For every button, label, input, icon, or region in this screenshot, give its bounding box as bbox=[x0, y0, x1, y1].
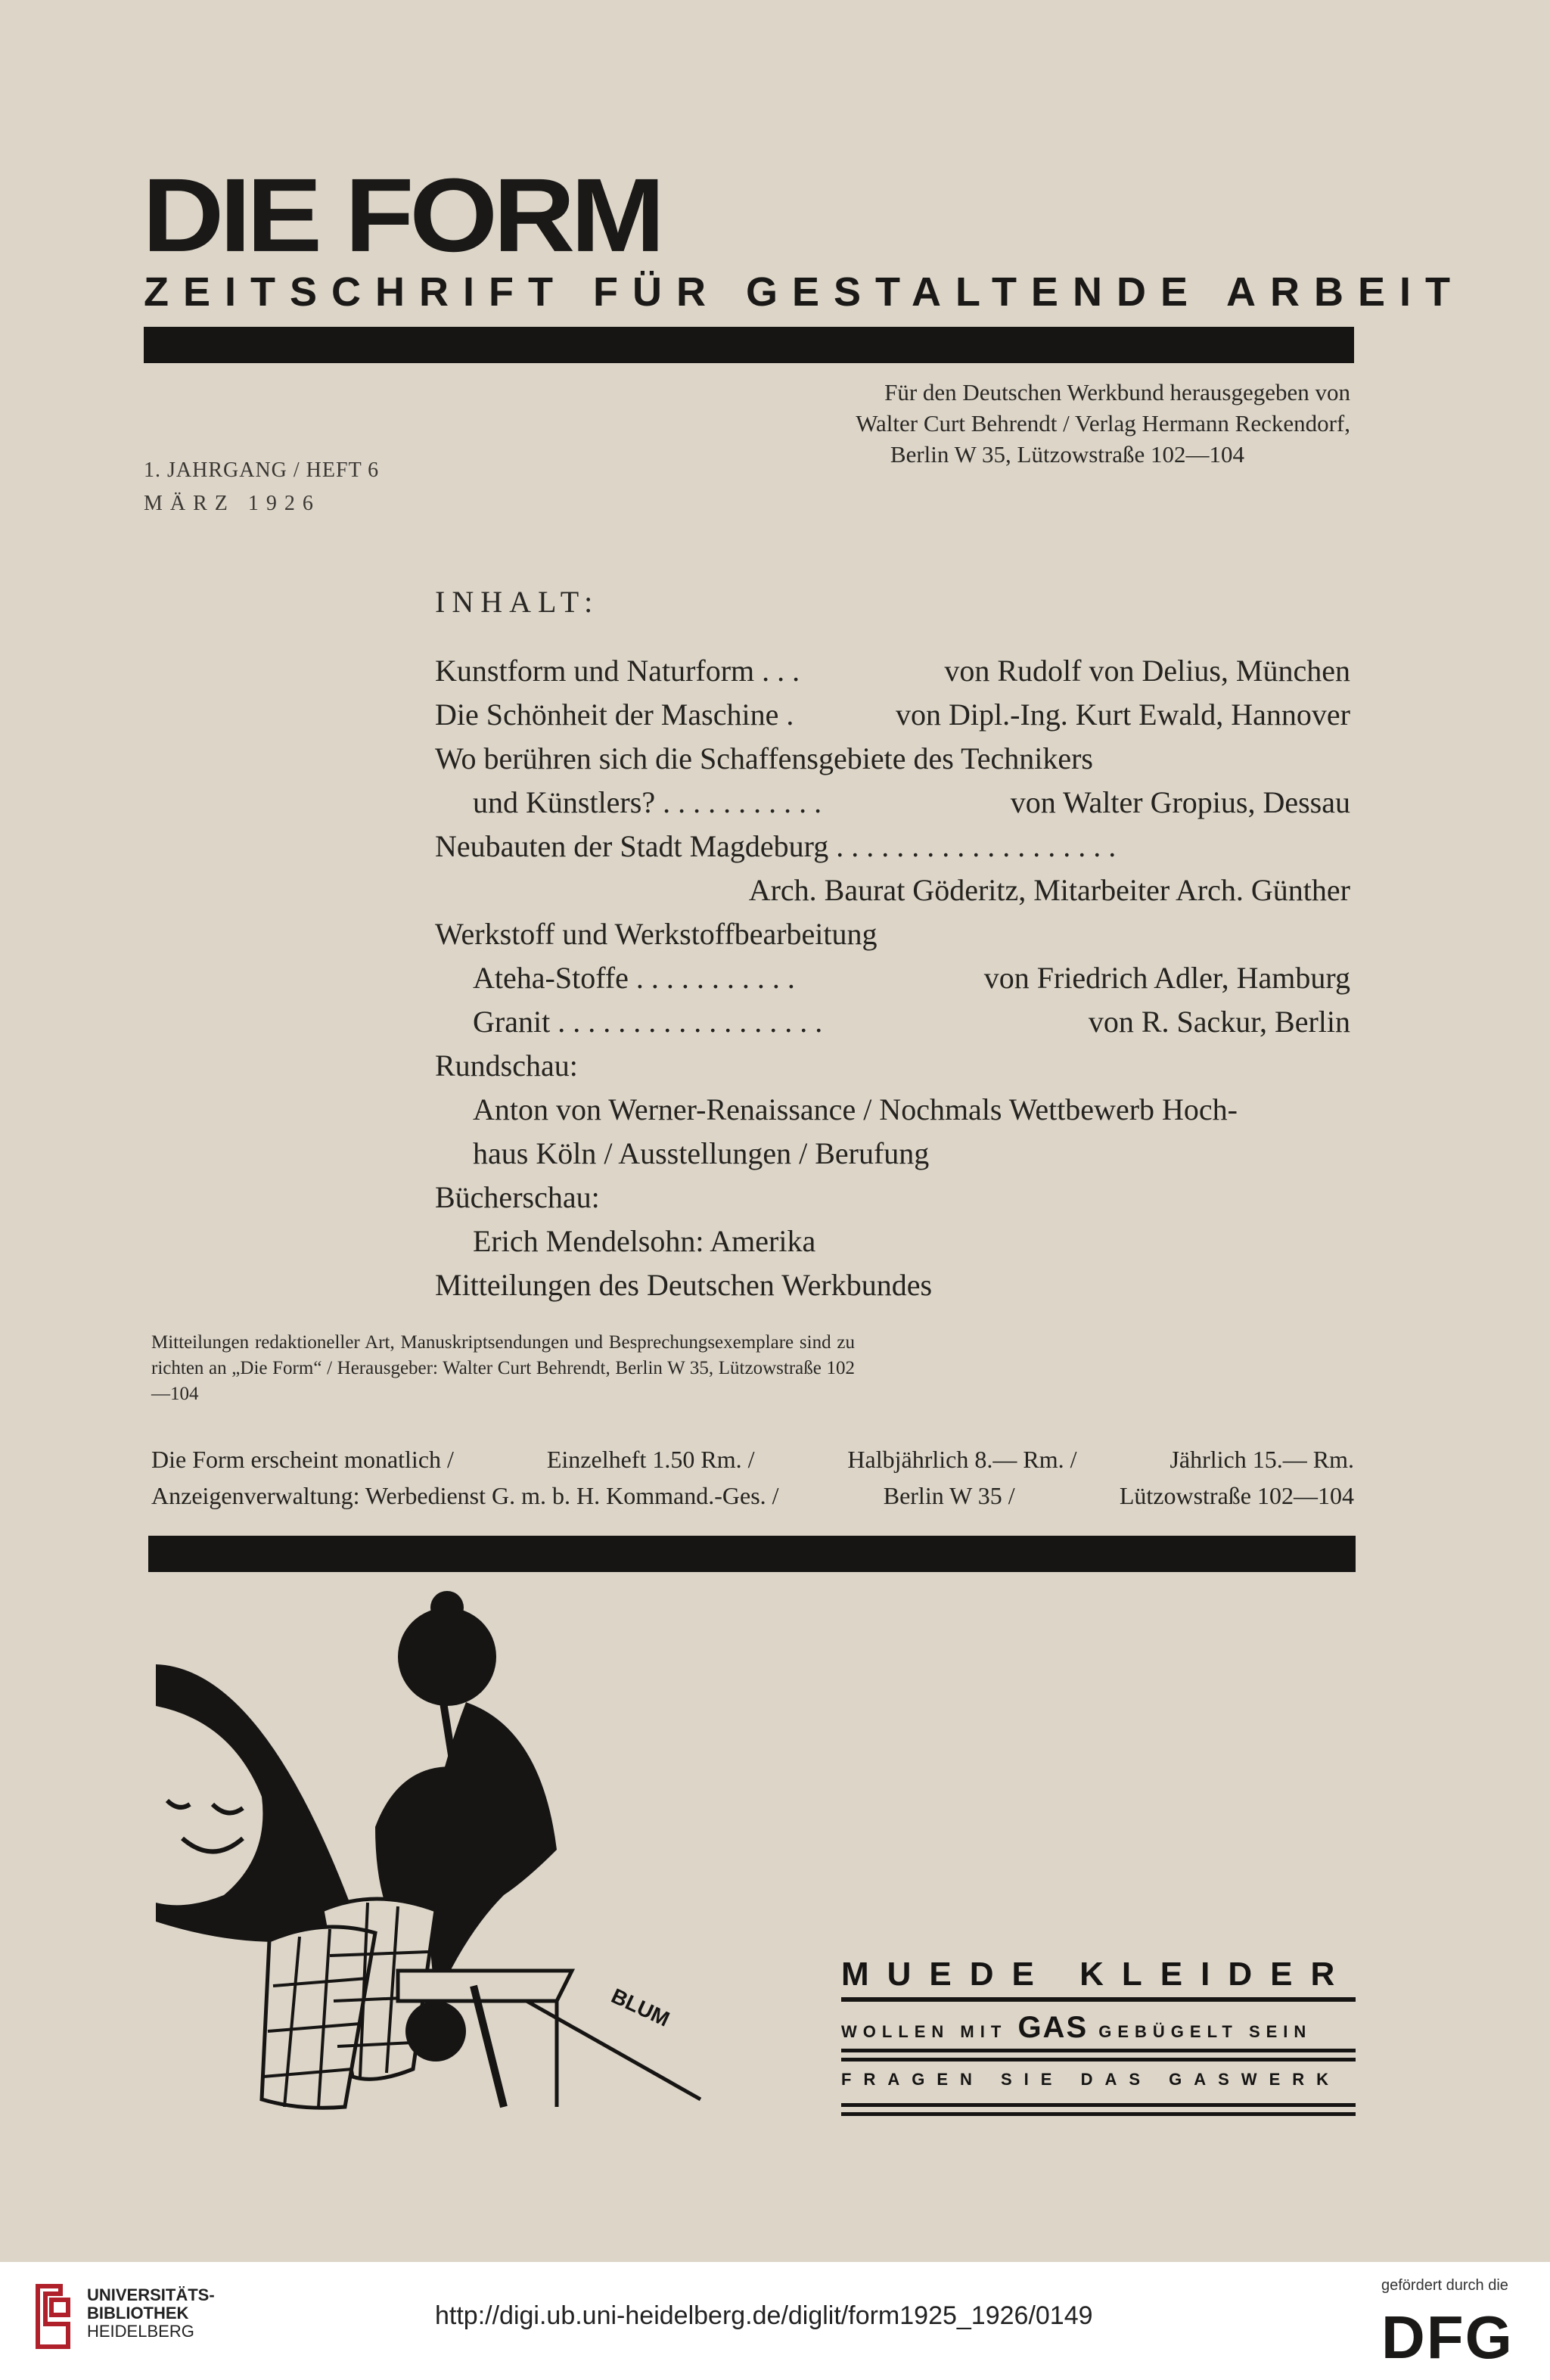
digitization-footer bbox=[0, 2262, 1550, 2380]
header-rule bbox=[144, 327, 1354, 363]
toc-entry-title: Ateha-Stoffe . . . . . . . . . . . bbox=[473, 961, 795, 995]
iron-cord bbox=[474, 1986, 504, 2107]
ad-subline bbox=[841, 2011, 1312, 2045]
permalink-url[interactable]: http://digi.ub.uni-heidelberg.de/diglit/form1925_1926/0149 bbox=[435, 2301, 1093, 2330]
toc-entry-title: und Künstlers? . . . . . . . . . . . bbox=[473, 785, 822, 819]
iron bbox=[405, 2001, 466, 2062]
toc-entry bbox=[435, 1088, 1350, 1132]
toc-entry-author: von Rudolf von Delius, München bbox=[944, 654, 1350, 688]
library-logo-icon bbox=[30, 2279, 76, 2354]
issue-date: MÄRZ 1926 bbox=[144, 492, 321, 515]
toc-entry-title: Granit . . . . . . . . . . . . . . . . . . bbox=[473, 1005, 823, 1039]
info-segment: Die Form erscheint monatlich / bbox=[151, 1446, 454, 1473]
toc-entry-author: von Dipl.-Ing. Kurt Ewald, Hannover bbox=[896, 698, 1350, 732]
dfg-logo: DFG bbox=[1381, 2304, 1514, 2371]
info-segment: Berlin W 35 / bbox=[883, 1482, 1015, 1509]
subscription-info bbox=[151, 1441, 1354, 1514]
publisher-line: Für den Deutschen Werkbund herausgegeben von bbox=[884, 379, 1350, 405]
ad-subline-pre: WOLLEN MIT bbox=[841, 2022, 1008, 2041]
hat-crown bbox=[430, 1591, 464, 1624]
library-line: UNIVERSITÄTS- bbox=[87, 2285, 215, 2304]
toc-entry-author: von Walter Gropius, Dessau bbox=[1010, 785, 1350, 819]
ad-headline: MUEDE KLEIDER bbox=[841, 1956, 1353, 1993]
issue-info bbox=[144, 454, 379, 520]
toc-entry-author: Arch. Baurat Göderitz, Mitarbeiter Arch. Günther bbox=[748, 873, 1350, 907]
price-line bbox=[151, 1441, 1354, 1477]
editorial-notice: Mitteilungen redaktioneller Art, Manuskriptsendungen und Besprechungsexemplare sind zu richten an „Die Form“ / Herausgeber: Walter Curt Behrendt, Berlin W 35, Lützowstraße 102—104 bbox=[151, 1332, 855, 1404]
ad-illustration bbox=[148, 1577, 814, 2122]
toc-entry bbox=[435, 1044, 1350, 1088]
ad-rule bbox=[841, 2058, 1356, 2062]
toc-entry-title: Kunstform und Naturform . . . bbox=[435, 654, 800, 688]
issue-volume: 1. JAHRGANG / HEFT 6 bbox=[144, 458, 380, 482]
info-segment: Jährlich 15.— Rm. bbox=[1169, 1446, 1354, 1473]
artist-signature: BLUM bbox=[607, 1984, 673, 2031]
toc-entry bbox=[435, 693, 1350, 737]
toc-entry bbox=[435, 737, 1350, 781]
toc-entry-title: Neubauten der Stadt Magdeburg . . . . . . . . . . . . . . . . . . . bbox=[435, 829, 1117, 863]
ad-rule bbox=[841, 2049, 1356, 2052]
funding-label: gefördert durch die bbox=[1381, 2277, 1508, 2294]
toc-entry-title: Die Schönheit der Maschine . bbox=[435, 698, 794, 732]
toc-entry-title: Erich Mendelsohn: Amerika bbox=[473, 1224, 816, 1258]
ad-top-rule bbox=[148, 1536, 1356, 1572]
ad-rule bbox=[841, 2103, 1356, 2107]
publisher-line: Berlin W 35, Lützowstraße 102—104 bbox=[890, 441, 1244, 468]
ad-management-line bbox=[151, 1477, 1354, 1514]
toc-entry-title: Wo berühren sich die Schaffensgebiete des Technikers bbox=[435, 741, 1093, 775]
toc-entry bbox=[435, 912, 1350, 956]
library-line: BIBLIOTHEK bbox=[87, 2304, 189, 2323]
publisher-block bbox=[666, 377, 1350, 470]
info-segment: Einzelheft 1.50 Rm. / bbox=[546, 1446, 755, 1473]
floor-line bbox=[527, 2001, 700, 2099]
ad-rule bbox=[841, 2112, 1356, 2116]
toc-entry-title: Werkstoff und Werkstoffbearbeitung bbox=[435, 917, 878, 951]
toc-entry bbox=[435, 649, 1350, 693]
masthead-title: DIE FORM bbox=[142, 156, 661, 274]
library-name bbox=[87, 2286, 215, 2341]
toc-entry bbox=[435, 1220, 1350, 1263]
ad-gas-word: GAS bbox=[1017, 2011, 1089, 2044]
masthead-subtitle: ZEITSCHRIFT FÜR GESTALTENDE ARBEIT bbox=[144, 269, 1465, 315]
ad-rule bbox=[841, 1997, 1356, 2002]
contents-heading: INHALT: bbox=[435, 585, 600, 619]
toc-entry bbox=[435, 1000, 1350, 1044]
toc-entry bbox=[435, 1132, 1350, 1176]
toc-entry-title: haus Köln / Ausstellungen / Berufung bbox=[473, 1136, 930, 1170]
toc-entry bbox=[435, 825, 1350, 868]
toc-entry bbox=[435, 956, 1350, 1000]
toc-entry bbox=[435, 1176, 1350, 1220]
toc-entry bbox=[435, 781, 1350, 825]
toc-entry bbox=[435, 868, 1350, 912]
info-segment: Halbjährlich 8.— Rm. / bbox=[847, 1446, 1077, 1473]
table-of-contents bbox=[435, 649, 1350, 1307]
ad-subline-post: GEBÜGELT SEIN bbox=[1098, 2022, 1312, 2041]
toc-entry-author: von R. Sackur, Berlin bbox=[1088, 1005, 1350, 1039]
ad-footer: FRAGEN SIE DAS GASWERK bbox=[841, 2070, 1341, 2089]
info-segment: Anzeigenverwaltung: Werbedienst G. m. b. H. Kommand.-Ges. / bbox=[151, 1482, 779, 1509]
toc-entry-author: von Friedrich Adler, Hamburg bbox=[983, 961, 1350, 995]
toc-entry-title: Mitteilungen des Deutschen Werkbundes bbox=[435, 1268, 933, 1302]
info-segment: Lützowstraße 102—104 bbox=[1119, 1482, 1354, 1509]
library-line: HEIDELBERG bbox=[87, 2322, 194, 2341]
toc-entry-title: Anton von Werner-Renaissance / Nochmals Wettbewerb Hoch- bbox=[473, 1092, 1238, 1126]
toc-entry bbox=[435, 1263, 1350, 1307]
toc-entry-title: Bücherschau: bbox=[435, 1180, 600, 1214]
toc-entry-title: Rundschau: bbox=[435, 1049, 578, 1083]
publisher-line: Walter Curt Behrendt / Verlag Hermann Reckendorf, bbox=[856, 410, 1350, 437]
ironing-table bbox=[398, 1971, 572, 2001]
